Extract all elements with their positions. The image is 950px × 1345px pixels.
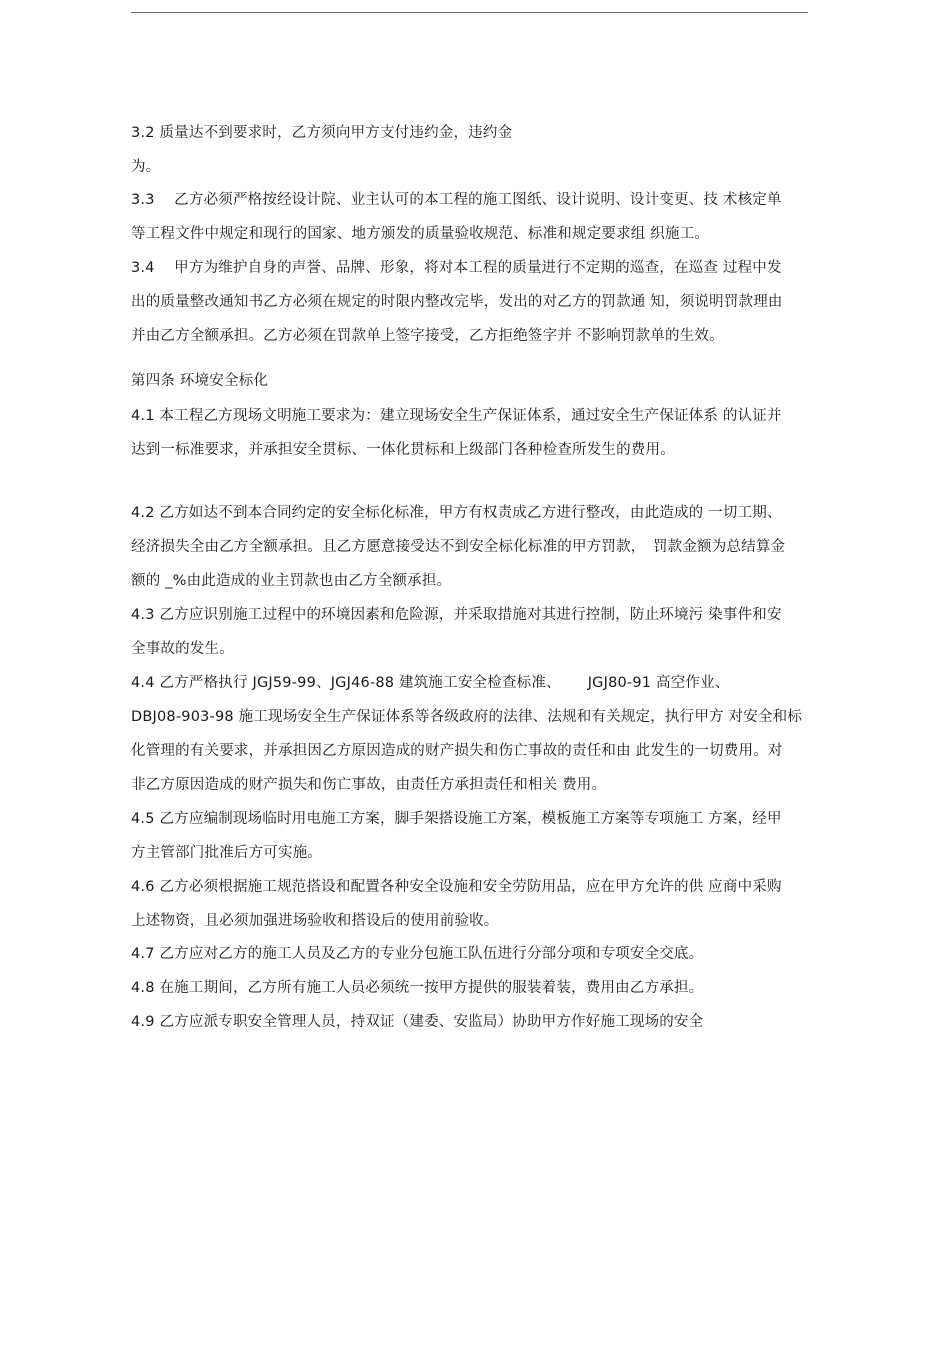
text-line-3-4-b: 出的质量整改通知书乙方必须在规定的时限内整改完毕，发出的对乙方的罚款通 知，须说明罚款理由 (131, 294, 783, 310)
text-line-4-2-a: 4.2 乙方如达不到本合同约定的安全标化标准，甲方有权责成乙方进行整改，由此造成的 一切工期、 (131, 505, 782, 521)
text-line-3-2-a: 3.2 质量达不到要求时，乙方须向甲方支付违约金，违约金 (131, 125, 513, 141)
text-line-4-6-a: 4.6 乙方必须根据施工规范搭设和配置各种安全设施和安全劳防用品，应在甲方允许的供 应商中采购 (131, 879, 782, 895)
text-line-4-4-d: 非乙方原因造成的财产损失和伤亡事故，由责任方承担责任和相关 费用。 (131, 777, 607, 793)
text-line-4-4-a: 4.4 乙方严格执行 JGJ59-99、JGJ46-88 建筑施工安全检查标准、 JGJ80-91 高空作业、 (131, 675, 730, 691)
text-line-4-1-b: 达到一标准要求，并承担安全贯标、一体化贯标和上级部门各种检查所发生的费用。 (131, 442, 675, 458)
text-line-4-5-b: 方主管部门批准后方可实施。 (131, 845, 323, 861)
section-heading: 第四条 环境安全标化 (131, 373, 269, 389)
text-line-3-3-b: 等工程文件中规定和现行的国家、地方颁发的质量验收规范、标准和规定要求组 织施工。 (131, 226, 710, 242)
text-line-4-3-b: 全事故的发生。 (131, 641, 234, 657)
text-line-4-9: 4.9 乙方应派专职安全管理人员，持双证（建委、安监局）协助甲方作好施工现场的安全 (131, 1014, 704, 1030)
text-line-3-4-c: 并由乙方全额承担。乙方必须在罚款单上签字接受，乙方拒绝签字并 不影响罚款单的生效。 (131, 328, 724, 344)
text-line-4-5-a: 4.5 乙方应编制现场临时用电施工方案，脚手架搭设施工方案，模板施工方案等专项施工 方案，经甲 (131, 811, 782, 827)
text-line-4-8: 4.8 在施工期间，乙方所有施工人员必须统一按甲方提供的服装着装，费用由乙方承担。 (131, 980, 704, 996)
text-line-4-1-a: 4.1 本工程乙方现场文明施工要求为：建立现场安全生产保证体系，通过安全生产保证体系 的认证并 (131, 408, 782, 424)
text-line-4-4-b: DBJ08-903-98 施工现场安全生产保证体系等各级政府的法律、法规和有关规定，执行甲方 对安全和标 (131, 709, 803, 725)
text-line-3-2-b: 为。 (131, 159, 161, 175)
text-line-4-2-c: 额的 _%由此造成的业主罚款也由乙方全额承担。 (131, 573, 452, 589)
text-line-4-7: 4.7 乙方应对乙方的施工人员及乙方的专业分包施工队伍进行分部分项和专项安全交底。 (131, 946, 704, 962)
header-rule (131, 12, 808, 13)
text-line-4-6-b: 上述物资，且必须加强进场验收和搭设后的使用前验收。 (131, 913, 499, 929)
text-line-4-3-a: 4.3 乙方应识别施工过程中的环境因素和危险源，并采取措施对其进行控制，防止环境污 染事件和安 (131, 607, 782, 623)
text-line-4-2-b: 经济损失全由乙方全额承担。且乙方愿意接受达不到安全标化标准的甲方罚款， 罚款金额为总结算金 (131, 539, 786, 555)
text-line-4-4-c: 化管理的有关要求，并承担因乙方原因造成的财产损失和伤亡事故的责任和由 此发生的一切费用。对 (131, 743, 783, 759)
text-line-3-4-a: 3.4 甲方为维护自身的声誉、品牌、形象，将对本工程的质量进行不定期的巡查，在巡查 过程中发 (131, 260, 782, 276)
text-line-3-3-a: 3.3 乙方必须严格按经设计院、业主认可的本工程的施工图纸、设计说明、设计变更、技 术核定单 (131, 192, 782, 208)
